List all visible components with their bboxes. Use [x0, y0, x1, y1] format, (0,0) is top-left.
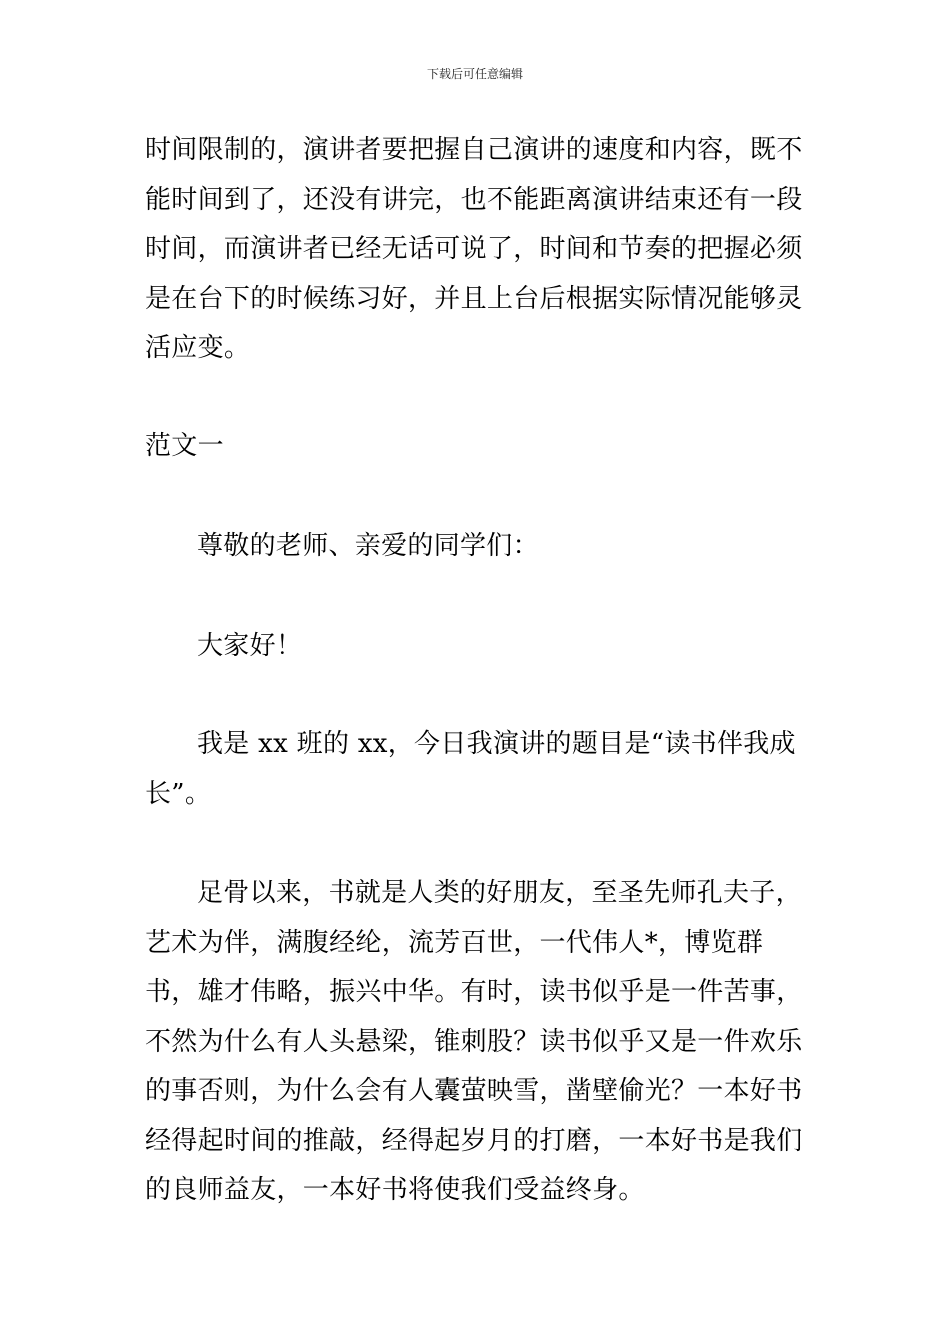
- section-title: 范文一: [145, 431, 224, 461]
- greeting: 大家好！: [197, 631, 303, 661]
- paragraph-time-management: 时间限制的，演讲者要把握自己演讲的速度和内容，既不能时间到了，还没有讲完，也不能距离演讲结束还有一段时间，而演讲者已经无话可说了，时间和节奏的把握必须是在台下的时候练习好，并且上台后根据实际情况能够灵活应变。: [145, 135, 803, 363]
- salutation: 尊敬的老师、亲爱的同学们：: [197, 531, 539, 561]
- header-note: 下载后可任意编辑: [426, 67, 523, 81]
- intro-paragraph: 我是 xx 班的 xx，今日我演讲的题目是“读书伴我成长”。: [145, 729, 796, 809]
- main-paragraph: 足骨以来，书就是人类的好朋友，至圣先师孔夫子，艺术为伴，满腹经纶，流芳百世，一代伟人*，博览群书，雄才伟略，振兴中华。有时，读书似乎是一件苦事，不然为什么有人头悬梁，锥刺股？读书似乎又是一件欢乐的事否则，为什么会有人囊萤映雪，凿壁偷光？一本好书经得起时间的推敲，经得起岁月的打磨，一本好书是我们的良师益友，一本好书将使我们受益终身。: [145, 878, 803, 1205]
